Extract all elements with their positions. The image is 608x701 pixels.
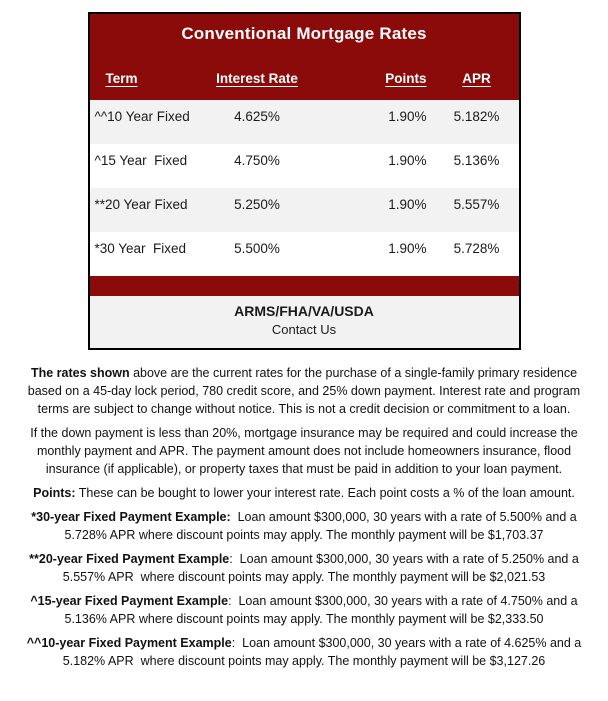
example-10-year-paragraph: ^^10-year Fixed Payment Example: Loan amount $300,000, 30 years with a rate of 4.625% and a 5.182% APR where discount points may apply. The monthly payment will be $3,127.26 [26,636,585,668]
table-row [90,232,519,276]
contact-us-link[interactable]: Contact Us [271,322,337,337]
term-cell: *30 Year Fixed [94,241,187,256]
column-header-rate: Interest Rate [216,71,298,86]
down-payment-paragraph: If the down payment is less than 20%, mortgage insurance may be required and could increase the monthly payment and APR. The payment amount does not include homeowners insurance, flood insurance (if applicable), or property taxes that must be paid in addition to your loan payment. [30,426,582,476]
table-row [90,100,519,144]
rate-cell: 4.750% [234,153,280,168]
table-row [90,188,519,232]
table-footer [90,296,519,348]
apr-cell: 5.182% [453,109,500,124]
paragraph-bold-lead: **20-year Fixed Payment Example [29,552,230,566]
example-20-year-paragraph: **20-year Fixed Payment Example: Loan amount $300,000, 30 years with a rate of 5.250% and a 5.557% APR where discount points may apply. The monthly payment will be $2,021.53 [29,552,583,584]
column-header-points: Points [385,71,427,86]
points-cell: 1.90% [388,197,427,212]
table-body [90,100,519,276]
table-title: Conventional Mortgage Rates [181,24,427,43]
apr-cell: 5.728% [453,241,500,256]
table-row [90,144,519,188]
rate-cell: 5.500% [234,241,280,256]
mortgage-rates-table [88,12,521,350]
column-header-row [90,71,519,86]
column-header-apr: APR [462,71,491,86]
term-cell: ^^10 Year Fixed [94,109,190,124]
term-cell: ^15 Year Fixed [94,153,188,168]
term-cell: **20 Year Fixed [94,197,188,212]
points-cell: 1.90% [388,241,427,256]
points-definition-paragraph: Points: These can be bought to lower your interest rate. Each point costs a % of the loan amount. [33,486,575,500]
footer-programs-label: ARMS/FHA/VA/USDA [234,303,374,319]
paragraph-bold-lead: The rates shown [30,366,130,380]
points-cell: 1.90% [388,153,427,168]
column-header-term: Term [105,71,138,86]
example-15-year-paragraph: ^15-year Fixed Payment Example: Loan amount $300,000, 30 years with a rate of 4.750% and a 5.136% APR where discount points may apply. The monthly payment will be $2,333.50 [30,594,582,626]
paragraph-bold-lead: ^^10-year Fixed Payment Example [26,636,232,650]
example-30-year-paragraph: *30-year Fixed Payment Example: Loan amount $300,000, 30 years with a rate of 5.500% and a 5.728% APR where discount points may apply. The monthly payment will be $1,703.37 [31,510,581,542]
table-header-band [90,14,519,100]
paragraph-bold-lead: Points: [33,486,76,500]
disclosure-section [0,350,608,670]
rates-disclaimer-paragraph: The rates shown above are the current rates for the purchase of a single-family primary residence based on a 45-day lock period, 780 credit score, and 25% down payment. Interest rate and program terms are subject to change without notice. This is not a credit decision or commitment to a loan. [27,366,584,416]
paragraph-bold-lead: *30-year Fixed Payment Example: [31,510,231,524]
apr-cell: 5.557% [453,197,500,212]
points-cell: 1.90% [388,109,427,124]
apr-cell: 5.136% [453,153,500,168]
rate-cell: 4.625% [234,109,280,124]
paragraph-bold-lead: ^15-year Fixed Payment Example [30,594,229,608]
rate-cell: 5.250% [234,197,280,212]
red-divider-band [90,276,519,296]
